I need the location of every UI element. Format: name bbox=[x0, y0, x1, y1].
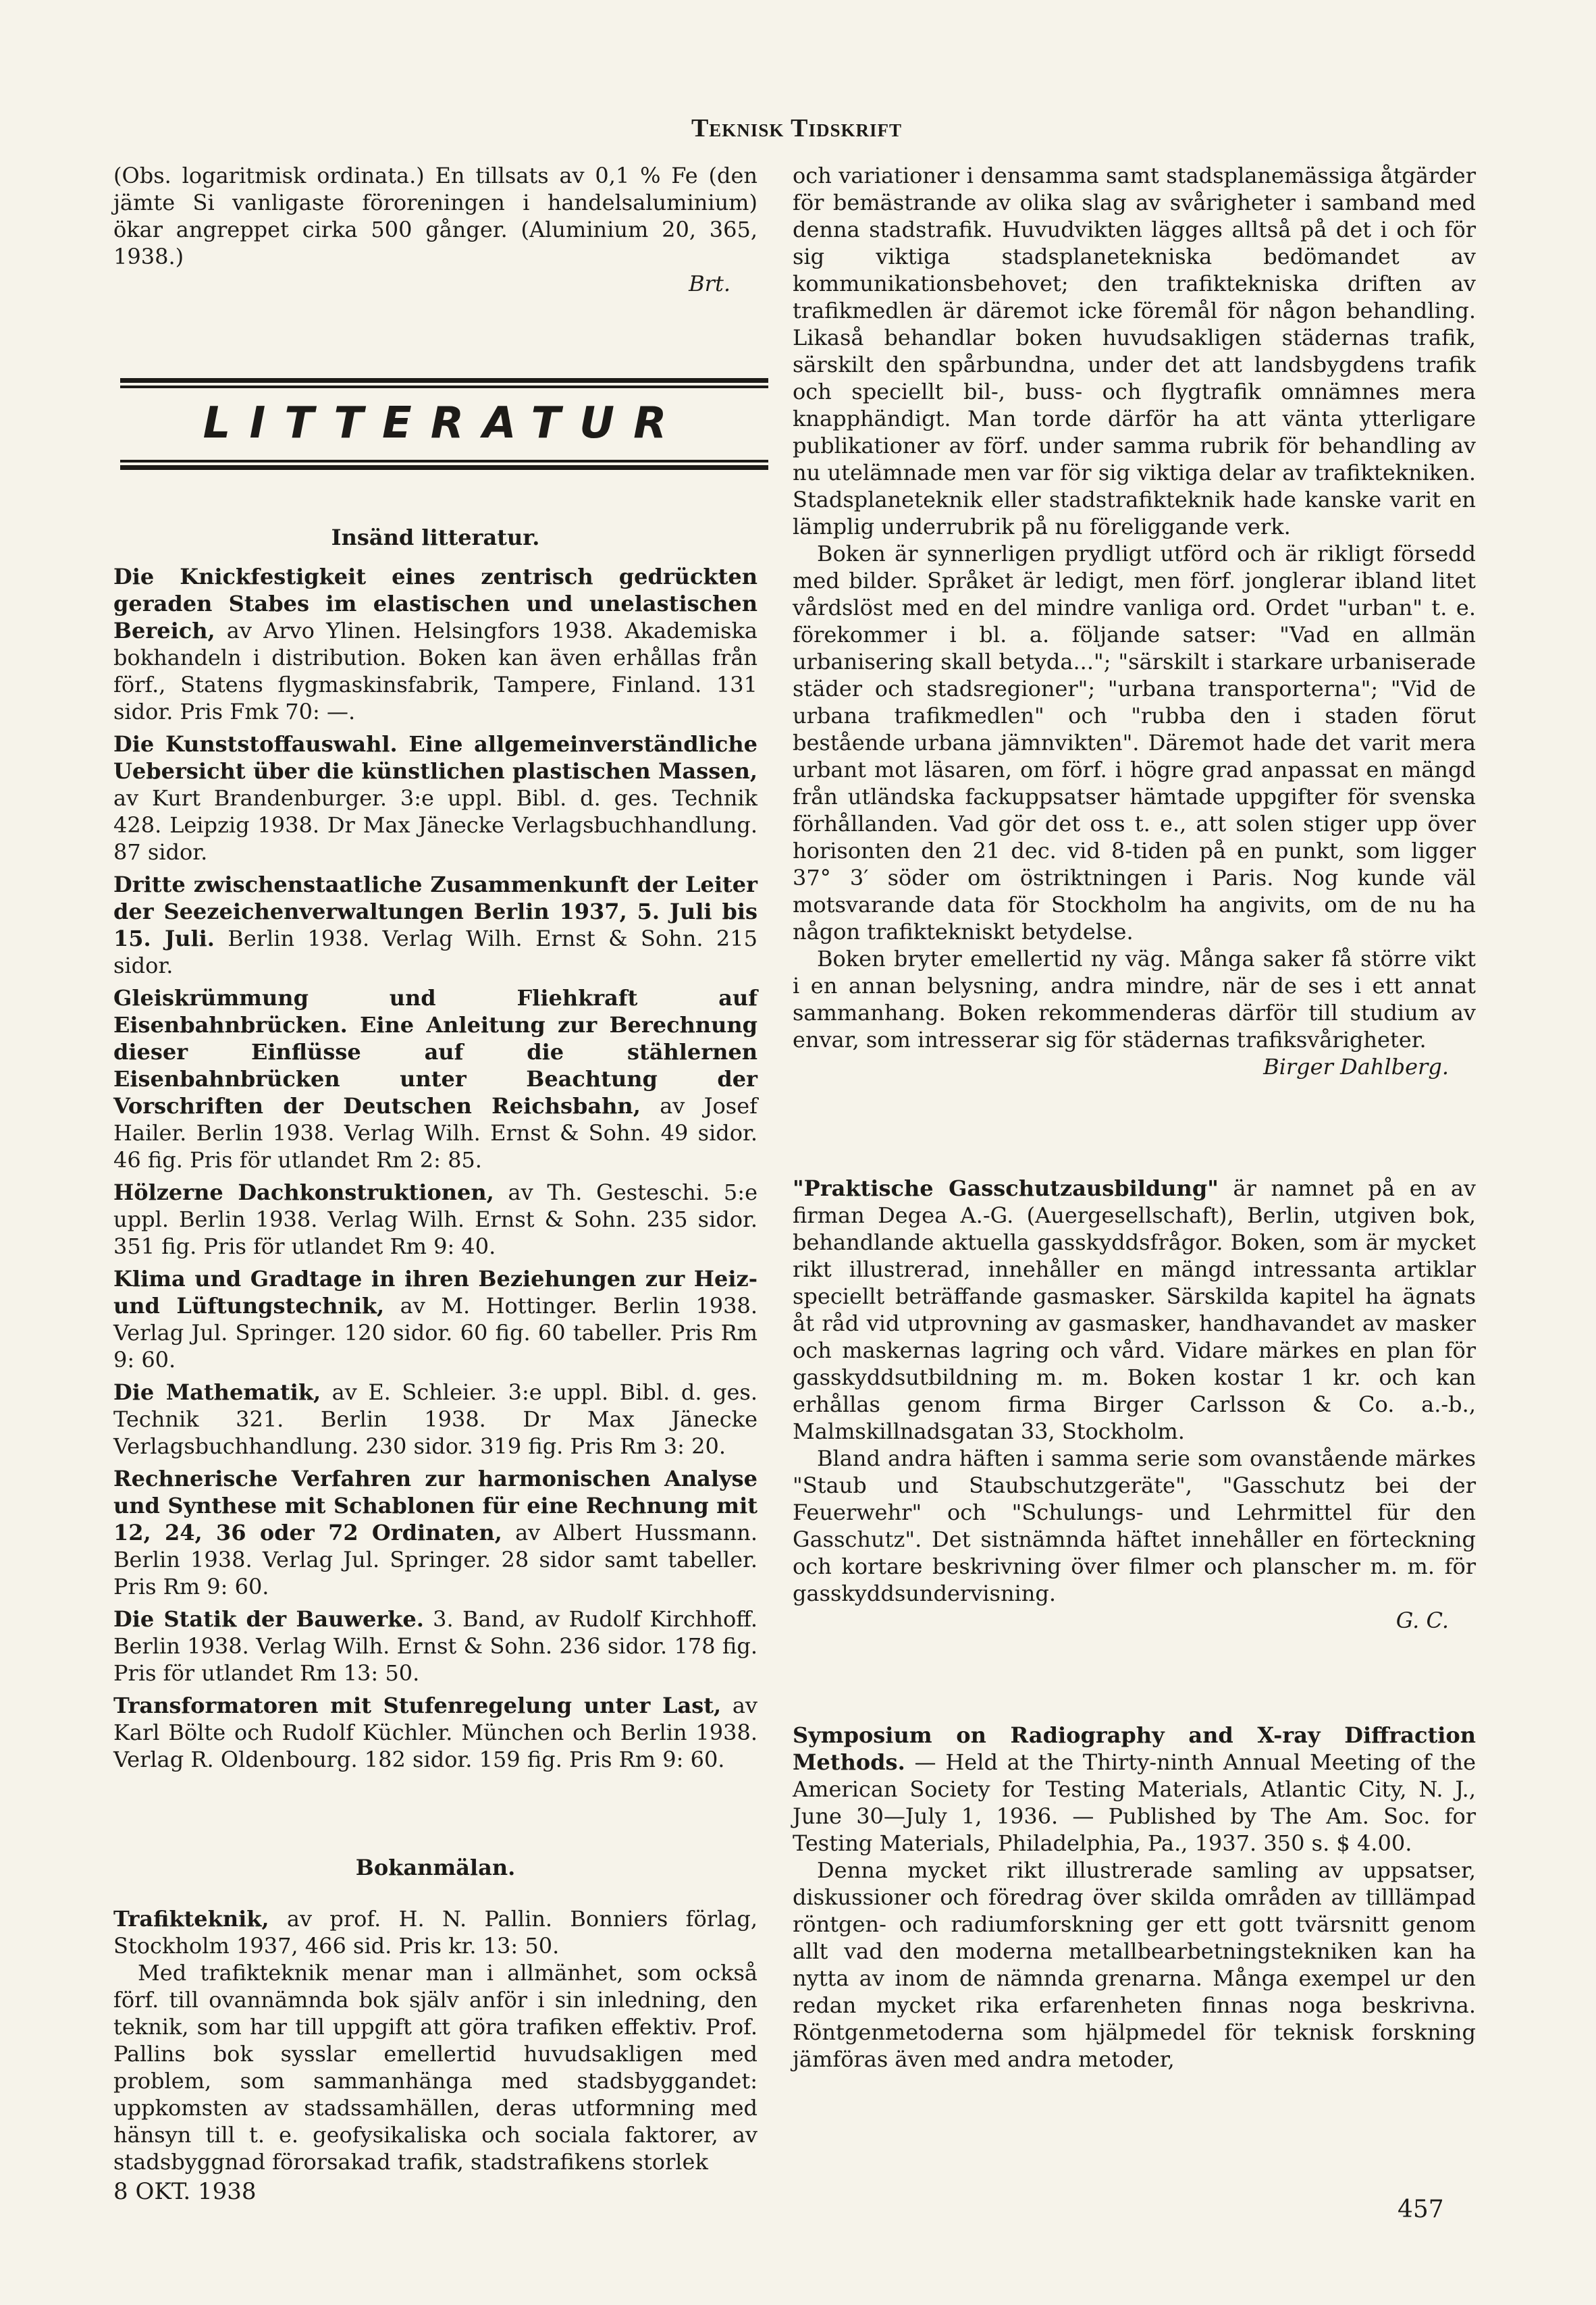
symposium-meta: — Held at the Thirty-ninth Annual Meeting of the American Society for Testing Materials, Atlantic City, N. J., June 30—July 1, 1936. — Published by The Am. Soc. for Testing Materials, Philadelphia, Pa., 1937. 350 s. $ 4.00. bbox=[793, 1749, 1476, 1856]
bibliography-entry bbox=[113, 1379, 757, 1460]
review-title: Trafikteknik, bbox=[113, 1906, 269, 1932]
page-number: 457 bbox=[1398, 2196, 1444, 2223]
review-continuation-2: Boken är synnerligen prydligt utförd och är rikligt försedd med bilder. Språket är ledigt, men förf. jonglerar ibland litet vårdslöst med en del mindre vanliga ord. Ordet "urban" t. e. förekommer i bl. a. följande satser: "Vad en allmän urbanisering skall betyda..."; "särskilt i starkare urbaniserade städer och stadsregioner"; "urbana transporterna"; "Vid de urbana trafikmedlen" och "rubba den i staden förut bestående urbana jämnvikten". Däremot hade det varit mera urbant mot läsaren, om förf. i högre grad anpassat en mängd från utländska fackuppsatser hämtade uppgifter för svenska förhållanden. Vad gör det oss t. e., att solen stiger upp över horisonten den 21 dec. vid 8-tiden på en punkt, som ligger 37° 3′ söder om östriktningen i Paris. Nog kunde väl motsvarande data för Stockholm ha angivits, om de nu ha någon trafiktekniskt betydelse. bbox=[793, 541, 1476, 945]
gas-text: är namnet på en av firman Degea A.-G. (Auergesellschaft), Berlin, utgiven bok, behandlande aktuella gasskyddsfrågor. Boken, som är mycket rikt illustrerad, innehåller en mängd intressanta artiklar speciellt beträffande gasmasker. Särskilda kapitel ha ägnats åt råd vid utprovning av gasmasker, handhavandet av masker och maskernas lagring och vård. Vidare märkes en plan för gasskyddsutbildning m. m. Boken kostar 1 kr. och kan erhållas genom firma Birger Carlsson & Co. a.-b., Malmskillnadsgatan 33, Stockholm. bbox=[793, 1175, 1477, 1444]
left-column bbox=[113, 162, 757, 2175]
entry-list bbox=[113, 563, 757, 1773]
symposium-title: Symposium on Radiography and X-ray Diffraction Methods. bbox=[793, 1722, 1476, 1775]
bibliography-entry bbox=[113, 1465, 757, 1600]
section-heading-insand: Insänd litteratur. bbox=[331, 525, 540, 550]
section-heading-bokanmalan: Bokanmälan. bbox=[355, 1855, 516, 1880]
entry-details: Berlin 1938. Verlag Wilh. Ernst & Sohn. 215 sidor. bbox=[113, 926, 758, 978]
entry-title: Die Knickfestigkeit eines zentrisch gedrückten geraden Stabes im elastischen und unelastischen Bereich, bbox=[113, 564, 757, 643]
entry-title: Transformatoren mit Stufenregelung unter Last, bbox=[113, 1693, 722, 1718]
review-signature: Birger Dahlberg. bbox=[1263, 1054, 1449, 1080]
bibliography-entry bbox=[113, 731, 757, 866]
banner-rule-bottom-thick bbox=[120, 465, 768, 470]
litteratur-banner bbox=[120, 378, 768, 470]
intro-paragraph bbox=[113, 162, 757, 270]
review-paragraph: Med trafikteknik menar man i allmänhet, som också förf. till ovannämnda bok själv anför i sin inledning, den teknik, som har till uppgift att göra trafiken effektiv. Prof. Pallins bok sysslar emellertid huvudsakligen med problem, som sammanhänga med stadsbyggandet: uppkomsten av stadssamhällen, deras utformning med hänsyn till t. e. geofysikaliska och sociala faktorer, av stadsbyggnad förorsakad trafik, stadstrafikens storlek bbox=[113, 1960, 757, 2175]
symposium-head bbox=[793, 1722, 1476, 1857]
entry-details: 3. Band, av Rudolf Kirchhoff. Berlin 1938. Verlag Wilh. Ernst & Sohn. 236 sidor. 178 fig. Pris för utlandet Rm 13: 50. bbox=[113, 1606, 758, 1686]
gas-paragraph bbox=[793, 1175, 1476, 1445]
entry-title: Dritte zwischenstaatliche Zusammenkunft der Leiter der Seezeichenverwaltungen Berlin 1937, 5. Juli bis 15. Juli. bbox=[113, 872, 757, 951]
gas-title: "Praktische Gasschutzausbildung" bbox=[793, 1175, 1219, 1201]
banner-title: LITTERATUR bbox=[203, 398, 686, 448]
entry-details: av Kurt Brandenburger. 3:e uppl. Bibl. d. ges. Technik 428. Leipzig 1938. Dr Max Jänecke Verlagsbuchhandlung. 87 sidor. bbox=[113, 785, 757, 865]
entry-title: Die Statik der Bauwerke. bbox=[113, 1606, 424, 1632]
entry-details: av Josef Hailer. Berlin 1938. Verlag Wilh. Ernst & Sohn. 49 sidor. 46 fig. Pris för utlandet Rm 2: 85. bbox=[113, 1093, 757, 1173]
review-meta: av prof. H. N. Pallin. Bonniers förlag, Stockholm 1937, 466 sid. Pris kr. 13: 50. bbox=[113, 1906, 757, 1959]
journal-title: Teknisk Tidskrift bbox=[691, 114, 903, 142]
review-continuation-3: Boken bryter emellertid ny väg. Många saker få större vikt i en annan belysning, andra mindre, när de ses i ett annat sammanhang. Boken rekommenderas därför till studium av envar, som intresserar sig för städernas trafiksvårigheter. bbox=[793, 946, 1476, 1053]
entry-details: av Karl Bölte och Rudolf Küchler. München och Berlin 1938. Verlag R. Oldenbourg. 182 sidor. 159 fig. Pris Rm 9: 60. bbox=[113, 1693, 758, 1772]
issue-date: 8 OKT. 1938 bbox=[113, 2178, 257, 2205]
entry-title: Gleiskrümmung und Fliehkraft auf Eisenbahnbrücken. Eine Anleitung zur Berechnung dieser Einflüsse auf die stählernen Eisenbahnbrücken unter Beachtung der Vorschriften der Deutschen Reichsbahn, bbox=[113, 985, 757, 1119]
review-head bbox=[113, 1905, 757, 1959]
review-continuation-1: och variationer i densamma samt stadsplanemässiga åtgärder för bemästrande av olika slag av svårigheter i samband med denna stadstrafik. Huvudvikten lägges alltså på det i och för sig viktiga stadsplanetekniska bedömandet av kommunikationsbehovet; den trafiktekniska driften av trafikmedlen är däremot icke föremål för någon behandling. Likaså behandlar boken huvudsakligen städernas trafik, särskilt den spårbundna, under det att landsbygdens trafik och speciellt bil-, buss- och flygtrafik omnämnes mera knapphändigt. Man torde därför ha att vänta ytterligare publikationer av förf. under samma rubrik för behandling av nu utelämnade men var för sig viktiga delar av trafiktekniken. Stadsplaneteknik eller stadstrafikteknik hade kanske varit en lämplig underrubrik på nu föreliggande verk. bbox=[793, 163, 1476, 539]
entry-details: av M. Hottinger. Berlin 1938. Verlag Jul. Springer. 120 sidor. 60 fig. 60 tabeller. Pris Rm 9: 60. bbox=[113, 1293, 757, 1373]
gas-paragraph-2: Bland andra häften i samma serie som ovanstående märkes "Staub und Staubschutzgeräte", "Gasschutz bei der Feuerwehr" och "Schulungs- und Lehrmittel für den Gasschutz". Det sistnämnda häftet innehåller en förteckning och kortare beskrivning över filmer och planscher m. m. för gasskyddsundervisning. bbox=[793, 1446, 1476, 1606]
bibliography-entry bbox=[113, 1265, 757, 1373]
intro-text: (Obs. logaritmisk ordinata.) En tillsats av 0,1 % Fe (den jämte Si vanligaste föroreningen i handelsaluminium) ökar angreppet cirka 500 gånger. (Aluminium 20, 365, 1938.) bbox=[113, 163, 757, 269]
bibliography-entry bbox=[113, 984, 757, 1173]
entry-details: av Albert Hussmann. Berlin 1938. Verlag Jul. Springer. 28 sidor samt tabeller. Pris Rm 9: 60. bbox=[113, 1520, 757, 1599]
entry-title: Die Mathematik, bbox=[113, 1379, 321, 1405]
banner-rule-bottom bbox=[120, 460, 768, 462]
bibliography-entry bbox=[113, 871, 757, 979]
bibliography-entry bbox=[113, 1606, 757, 1687]
entry-title: Hölzerne Dachkonstruktionen, bbox=[113, 1180, 494, 1205]
gas-signature: G. C. bbox=[1395, 1608, 1449, 1633]
intro-signature: Brt. bbox=[689, 271, 730, 296]
symposium-paragraph: Denna mycket rikt illustrerade samling av uppsatser, diskussioner och föredrag över skilda områden av tilllämpad röntgen- och radiumforskning ger ett gott tvärsnitt genom allt vad den moderna metallbearbetningstekniken kan ha nytta av inom de nämnda grenarna. Många exempel ur den redan mycket rika erfarenheten finnas noga beskrivna. Röntgenmetoderna som hjälpmedel för teknisk forskning jämföras även med andra metoder, bbox=[793, 1857, 1476, 2072]
entry-title: Rechnerische Verfahren zur harmonischen Analyse und Synthese mit Schablonen für eine Rechnung mit 12, 24, 36 oder 72 Ordinaten, bbox=[113, 1466, 757, 1545]
entry-details: av E. Schleier. 3:e uppl. Bibl. d. ges. Technik 321. Berlin 1938. Dr Max Jänecke Verlagsbuchhandlung. 230 sidor. 319 fig. Pris Rm 3: 20. bbox=[113, 1379, 758, 1459]
entry-details: av Th. Gesteschi. 5:e uppl. Berlin 1938. Verlag Wilh. Ernst & Sohn. 235 sidor. 351 fig. Pris för utlandet Rm 9: 40. bbox=[113, 1180, 758, 1259]
bibliography-entry bbox=[113, 1179, 757, 1260]
bibliography-entry bbox=[113, 1692, 757, 1773]
right-column bbox=[793, 162, 1476, 2073]
banner-rule-top bbox=[120, 378, 768, 386]
entry-title: Klima und Gradtage in ihren Beziehungen zur Heiz- und Lüftungstechnik, bbox=[113, 1266, 757, 1319]
entry-title: Die Kunststoffauswahl. Eine allgemeinverständliche Uebersicht über die künstlichen plastischen Massen, bbox=[113, 731, 757, 784]
bibliography-entry bbox=[113, 563, 757, 725]
entry-details: av Arvo Ylinen. Helsingfors 1938. Akademiska bokhandeln i distribution. Boken kan även erhållas från förf., Statens flygmaskinsfabrik, Tampere, Finland. 131 sidor. Pris Fmk 70: —. bbox=[113, 618, 757, 724]
